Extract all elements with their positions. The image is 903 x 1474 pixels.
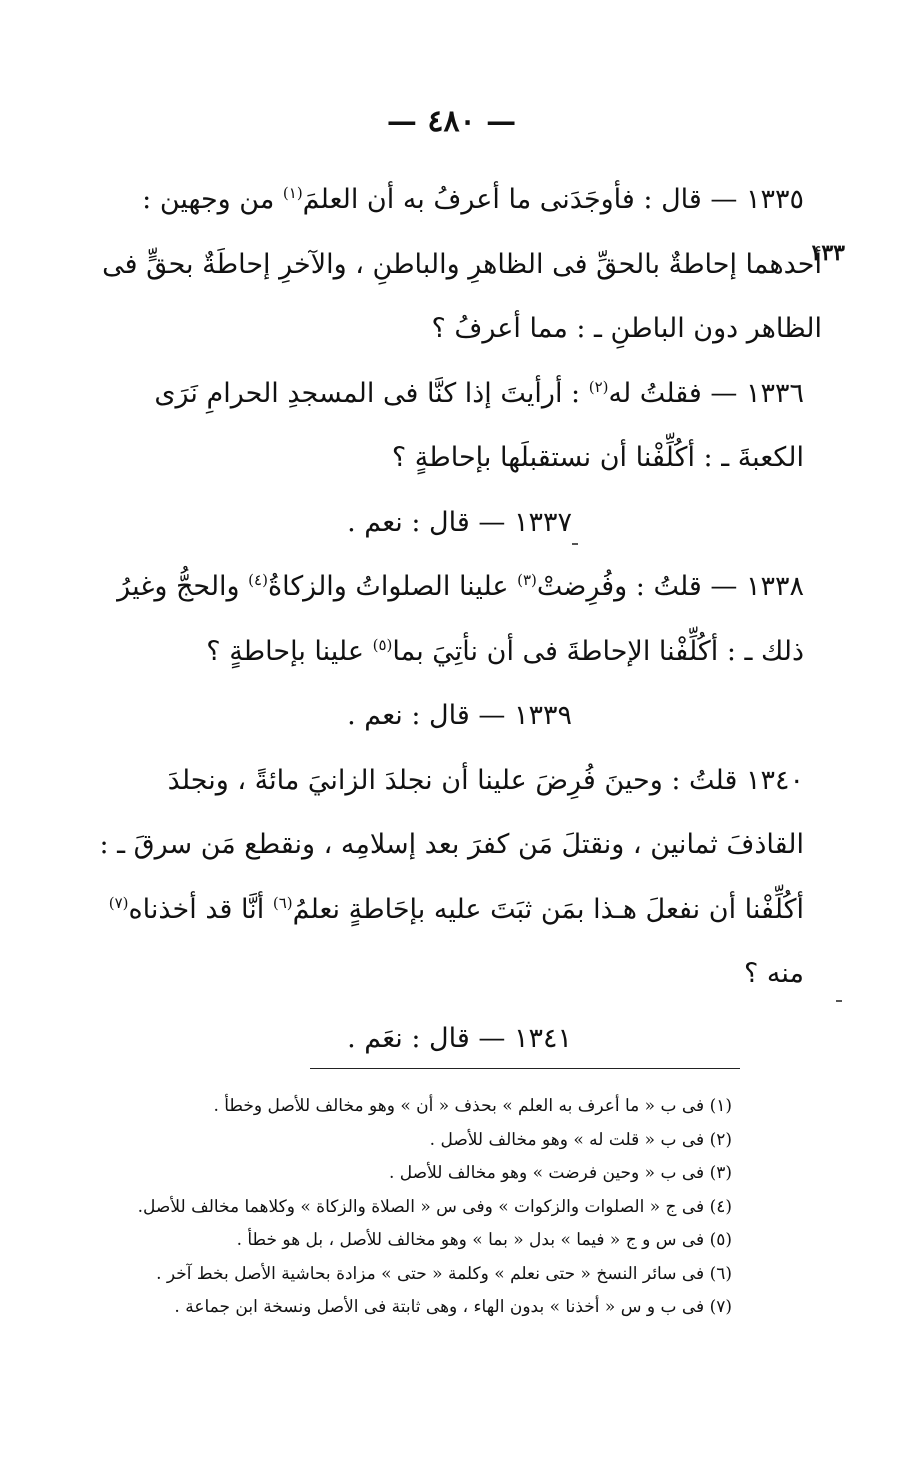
- paragraph-1341: ١٣٤١ — قال : نعَم .: [347, 1022, 572, 1054]
- footnote-6: (٦) فى سائر النسخ « حتى نعلم » وكلمة « حتى » مزادة بحاشية الأصل بخط آخر .: [156, 1263, 732, 1284]
- footnote-ref-5: (٥): [372, 635, 393, 654]
- main-text: [92, 168, 822, 1071]
- paragraph-1340: [92, 749, 822, 1007]
- paragraph-1340-mid: أنَّا قد أخذناه: [128, 893, 273, 925]
- paragraph-1337: ١٣٣٧ — قال : نعم .: [347, 506, 572, 538]
- paragraph-1336: [92, 362, 822, 491]
- print-speck: [836, 1000, 842, 1002]
- paragraph-1336-tail: : أرأيتَ إذا كنَّا فى المسجدِ الحرامِ نَرَى الكعبةَ ـ : أكُلِّفْنا أن نستقبلَها بإحاطةٍ ؟: [154, 377, 804, 473]
- paragraph-1338-mid1: علينا الصلواتُ والزكاةُ: [267, 571, 518, 602]
- page-number: — ٤٨٠ —: [386, 104, 517, 139]
- paragraph-1335: [92, 168, 822, 233]
- paragraph-1340-tail: منه ؟: [744, 958, 804, 989]
- footnote-7: (٧) فى ب و س « أخذنا » بدون الهاء ، وهى ثابتة فى الأصل ونسخة ابن جماعة .: [174, 1297, 732, 1317]
- paragraph-1338-mid2: والحجُّ وغيرُ ذلك ـ : أكُلِّفْنا الإحاطةَ فى أن نأتِيَ بما: [117, 571, 804, 667]
- paragraph-1339: ١٣٣٩ — قال : نعم .: [347, 700, 572, 731]
- footnote-5: (٥) فى س و ج « فيما » بدل « بما » وهو مخالف للأصل ، بل هو خطأ .: [236, 1230, 732, 1250]
- margin-number: ١٣٣: [809, 240, 845, 266]
- footnote-ref-3: (٣): [517, 571, 537, 589]
- footnotes: [92, 1090, 732, 1325]
- footnote-1: (١) فى ب « ما أعرف به العلم » بحذف « أن » وهو مخالف للأصل وخطأ .: [213, 1096, 732, 1116]
- footnote-2: (٢) فى ب « قلت له » وهو مخالف للأصل .: [429, 1129, 732, 1150]
- paragraph-1338-tail: علينا بإحاطةٍ ؟: [206, 635, 373, 667]
- footnote-3: (٣) فى ب « وحين فرضت » وهو مخالف للأصل .: [388, 1163, 732, 1183]
- footnote-4: (٤) فى ج « الصلوات والزكوات » وفى س « الصلاة والزكاة » وكلاهما مخالف للأصل.: [137, 1196, 732, 1217]
- paragraph-1335-continued: أحدهما إحاطةٌ بالحقِّ فى الظاهرِ والباطنِ ، والآخرِ إحاطَةٌ بحقٍّ فى الظاهر دون الباطنِ ـ : مما أعرفُ ؟: [102, 248, 822, 344]
- footnote-divider: [310, 1068, 740, 1069]
- paragraph-1340-text: ١٣٤٠ قلتُ : وحينَ فُرِضَ علينا أن نجلدَ الزانيَ مائةً ، ونجلدَ القاذفَ ثمانين ، ونقتلَ مَن كفرَ بعد إسلامِه ، ونقطع مَن سرقَ ـ : أكُلِّفْنا أن نفعلَ هـذا بمَن ثبَتَ عليه بإحَاطةٍ نعلمُ: [99, 764, 804, 925]
- footnote-ref-6: (٦): [272, 893, 293, 912]
- paragraph-1338: [92, 555, 822, 684]
- paragraph-1338-text: ١٣٣٨ — قلتُ : وفُرِضتْ: [536, 571, 804, 602]
- footnote-ref-1: (١): [282, 184, 303, 202]
- paragraph-1335-tail: من وجهين :: [142, 184, 283, 215]
- print-speck: [572, 543, 578, 545]
- footnote-ref-7: (٧): [108, 893, 129, 912]
- paragraph-1335-text: ١٣٣٥ — قال : فأوجَدَنى ما أعرفُ به أن العلمَ: [302, 184, 804, 215]
- paragraph-1336-text: ١٣٣٦ — فقلتُ له: [608, 377, 804, 409]
- footnote-ref-2: (٢): [588, 377, 609, 396]
- footnote-ref-4: (٤): [248, 571, 268, 589]
